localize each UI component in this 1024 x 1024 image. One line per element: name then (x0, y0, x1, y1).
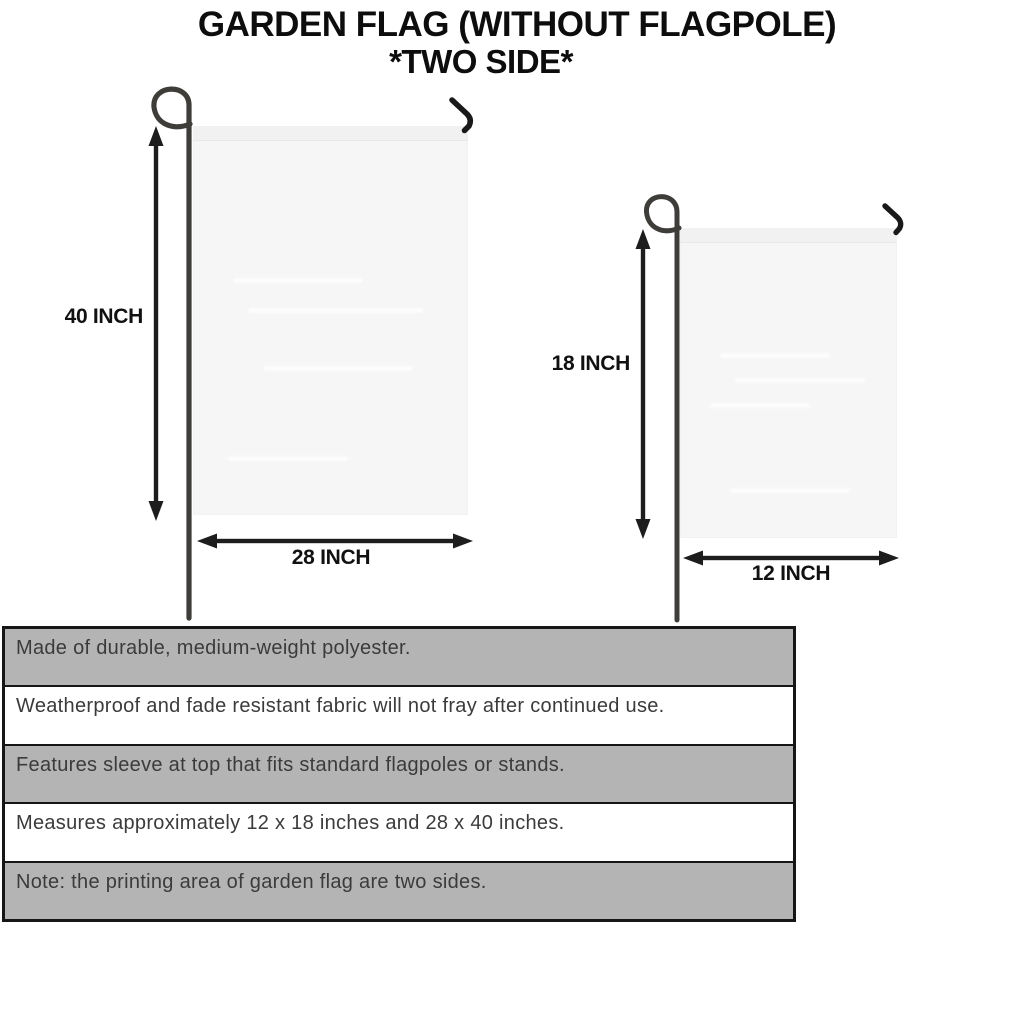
small-flag-sleeve (680, 228, 897, 243)
fabric-sheen-streak (735, 378, 865, 383)
fabric-sheen-streak (248, 308, 423, 313)
small-height-arrow (636, 229, 651, 539)
page-title: GARDEN FLAG (WITHOUT FLAGPOLE) (197, 5, 837, 44)
small-width-label: 12 INCH (751, 562, 831, 585)
fabric-sheen-streak (233, 278, 363, 283)
fabric-sheen-streak (263, 366, 413, 371)
spec-row-sleeve: Features sleeve at top that fits standard flagpoles or stands. (5, 744, 793, 802)
spec-table (2, 626, 796, 922)
spec-row-weatherproof: Weatherproof and fade resistant fabric will not fray after continued use. (5, 685, 793, 743)
large-height-arrow (149, 126, 164, 521)
page-subtitle: *TWO SIDE* (389, 43, 573, 80)
large-height-label: 40 INCH (64, 305, 143, 328)
small-flag-panel (680, 228, 897, 538)
fabric-sheen-streak (710, 403, 810, 408)
fabric-sheen-streak (720, 353, 830, 358)
spec-row-material: Made of durable, medium-weight polyester. (5, 629, 793, 685)
large-flag-sleeve (193, 126, 468, 141)
spec-row-note: Note: the printing area of garden flag are two sides. (5, 861, 793, 919)
fabric-sheen-streak (228, 456, 348, 461)
large-width-label: 28 INCH (291, 546, 371, 569)
fabric-sheen-streak (730, 488, 850, 493)
large-flag-panel (193, 126, 468, 515)
small-height-label: 18 INCH (551, 352, 630, 375)
spec-row-measures: Measures approximately 12 x 18 inches and 28 x 40 inches. (5, 802, 793, 860)
small-flagpole-icon (646, 197, 679, 620)
large-flagpole-icon (154, 89, 190, 618)
